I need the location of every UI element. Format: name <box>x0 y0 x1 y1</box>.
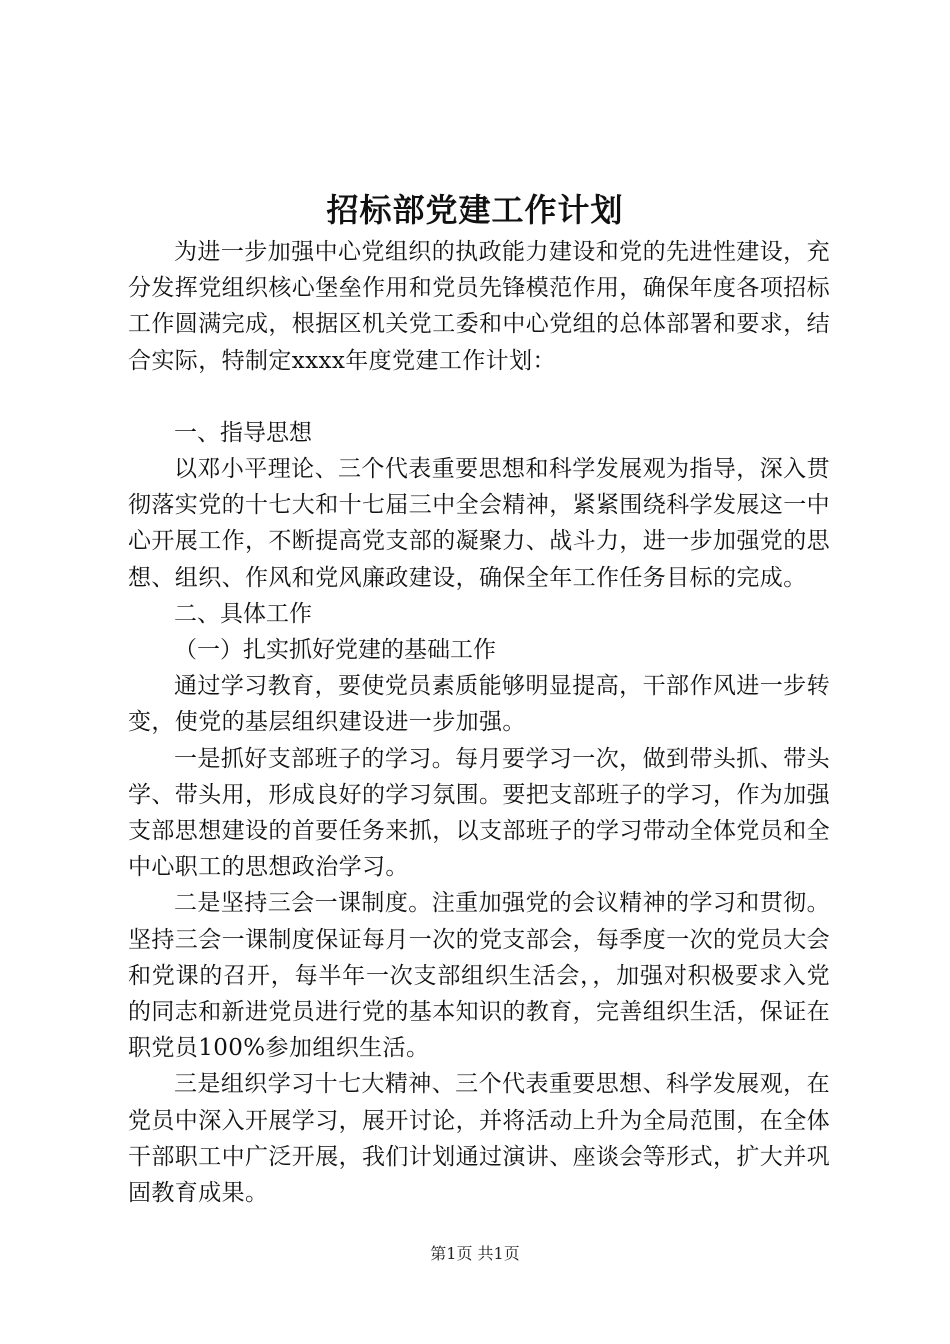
subsection-heading: （一）扎实抓好党建的基础工作 <box>174 637 496 664</box>
section-paragraph: 一是抓好支部班子的学习。每月要学习一次，做到带头抓、带头学、带头用，形成良好的学习氛围。要把支部班子的学习，作为加强支部思想建设的首要任务来抓，以支部班子的学习带动全体党员和全中心职工的思想政治学习。 <box>128 745 830 881</box>
section-paragraph: 以邓小平理论、三个代表重要思想和科学发展观为指导，深入贯彻落实党的十七大和十七届三中全会精神，紧紧围绕科学发展这一中心开展工作，不断提高党支部的凝聚力、战斗力，进一步加强党的思想、组织、作风和党风廉政建设，确保全年工作任务目标的完成。 <box>128 456 830 591</box>
intro-paragraph: 为进一步加强中心党组织的执政能力建设和党的先进性建设，充分发挥党组织核心堡垒作用和党员先锋模范作用，确保年度各项招标工作圆满完成，根据区机关党工委和中心党组的总体部署和要求，结合实际，特制定xxxx年度党建工作计划： <box>128 239 830 374</box>
document-body <box>128 234 830 1211</box>
section-paragraph: 三是组织学习十七大精神、三个代表重要思想、科学发展观，在党员中深入开展学习，展开讨论，并将活动上升为全局范围，在全体干部职工中广泛开展，我们计划通过演讲、座谈会等形式，扩大并巩固教育成果。 <box>128 1071 830 1207</box>
page-footer: 第1页 共1页 <box>430 1244 520 1263</box>
section-heading-specific-work: 二、具体工作 <box>174 600 312 627</box>
section-heading-guiding-ideology: 一、指导思想 <box>174 419 312 446</box>
section-paragraph: 二是坚持三会一课制度。注重加强党的会议精神的学习和贯彻。坚持三会一课制度保证每月一次的党支部会，每季度一次的党员大会和党课的召开，每半年一次支部组织生活会，，加强对积极要求入党的同志和新进党员进行党的基本知识的教育，完善组织生活，保证在职党员100%参加组织生活。 <box>128 890 830 1062</box>
section-paragraph: 通过学习教育，要使党员素质能够明显提高，干部作风进一步转变，使党的基层组织建设进一步加强。 <box>128 673 830 736</box>
document-title: 招标部党建工作计划 <box>326 191 624 229</box>
